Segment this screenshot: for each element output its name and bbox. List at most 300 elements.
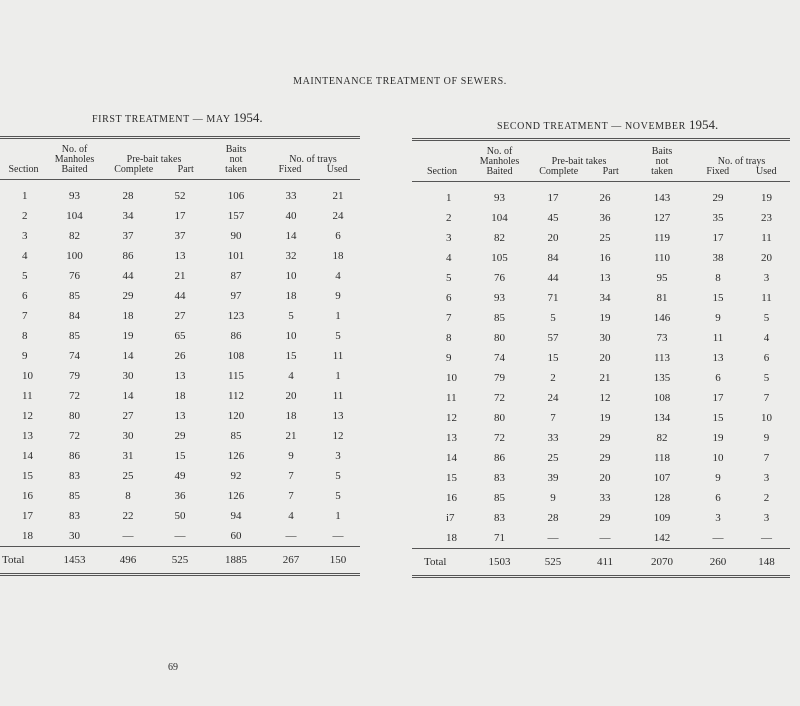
table-cell: 4 [335,270,341,282]
table-cell: 135 [653,372,671,384]
table-cell: 18 [22,530,33,542]
table-cell: 21 [285,430,297,442]
table-cell: 21 [599,372,611,384]
col-part: Part [602,166,619,177]
table-cell: 4 [288,370,294,382]
table-cell: 5 [763,372,770,384]
table-cell: 71 [547,292,559,304]
table-cell: 13 [174,250,186,262]
table-cell: 107 [653,472,671,484]
table-cell: 30 [122,370,134,382]
table-cell: 82 [656,432,668,444]
table-cell: 45 [547,212,559,224]
table-cell: 5 [22,270,28,282]
table-cell: 104 [491,212,508,224]
table-cell: 86 [230,330,242,342]
table-cell: 33 [547,432,559,444]
table-cell: 85 [69,290,80,302]
table-cell: 30 [599,332,611,344]
table-cell: 3 [763,272,770,284]
table-cell: 93 [494,192,505,204]
table-cell: 13 [174,410,186,422]
second-total-row: Total 1503 525 411 2070 260 148 [412,549,790,577]
col-fixed: Fixed [706,166,730,177]
table-row [0,246,360,266]
table-cell: 7 [446,312,452,324]
table-cell: 16 [599,252,611,264]
table-cell: 1 [446,192,452,204]
table-cell: 13 [22,430,33,442]
table-cell: 60 [230,530,242,542]
table-cell: 82 [494,232,505,244]
first-treatment-heading [92,110,263,126]
table-cell: 29 [599,452,611,464]
second-treatment-label: SECOND TREATMENT — NOVEMBER [497,121,686,132]
table-row [0,366,360,386]
table-cell: 104 [66,210,83,222]
table-cell: 86 [69,450,80,462]
table-cell: 4 [763,332,770,344]
table-row [412,288,790,308]
table-cell: 12 [332,430,344,442]
col-section: Section [0,145,47,180]
table-cell: 95 [656,272,668,284]
table-cell: 18 [122,310,134,322]
table-cell: — [761,532,772,544]
table-cell: 109 [653,512,671,524]
table-cell: 44 [547,272,559,284]
table-cell: 37 [122,230,134,242]
table-cell: 74 [69,350,80,362]
table-cell: 15 [446,472,457,484]
table-cell: 4 [288,510,294,522]
table-row [412,468,790,488]
table-cell: 85 [494,312,505,324]
table-cell: i7 [446,512,455,524]
table-cell: 29 [599,512,611,524]
table-row [412,508,790,528]
table-cell: 17 [547,192,559,204]
table-row [0,426,360,446]
table-cell: 24 [547,392,559,404]
table-cell: 40 [285,210,297,222]
table-cell: 8 [22,330,28,342]
table-cell: 2 [446,212,452,224]
col-section: Section [412,147,472,182]
table-cell: 74 [494,352,505,364]
table-cell: 9 [288,450,294,462]
table-cell: 100 [66,250,83,262]
table-row [0,346,360,366]
table-cell: 84 [547,252,559,264]
table-cell: 13 [712,352,724,364]
table-cell: 6 [715,372,721,384]
table-cell: 19 [712,432,724,444]
table-cell: 39 [547,472,559,484]
table-cell: 7 [288,470,294,482]
table-cell: 128 [653,492,671,504]
table-cell: 10 [285,330,297,342]
table-cell: 11 [332,390,344,402]
table-cell: 5 [335,330,341,342]
second-treatment-heading [497,117,718,133]
table-cell: 101 [227,250,245,262]
table-cell: 33 [285,190,297,202]
table-cell: 13 [599,272,611,284]
table-cell: 119 [653,232,671,244]
table-cell: 7 [763,392,770,404]
table-cell: 5 [550,312,556,324]
table-cell: 16 [22,490,33,502]
table-cell: 38 [712,252,724,264]
table-cell: 3 [715,512,721,524]
table-cell: 15 [22,470,33,482]
table-row [412,408,790,428]
table-cell: 94 [230,510,242,522]
first-treatment-table [0,136,360,576]
table-cell: 25 [547,452,559,464]
table-cell: 30 [122,430,134,442]
table-cell: 10 [285,270,297,282]
table-cell: 19 [599,412,611,424]
table-cell: 8 [715,272,721,284]
table-row [0,306,360,326]
table-cell: 83 [494,472,505,484]
table-row [0,326,360,346]
table-cell: 80 [494,332,505,344]
table-row [0,286,360,306]
col-used: Used [756,166,777,177]
col-prebait: Pre-bait takes Complete Part [527,147,631,182]
table-cell: 65 [174,330,186,342]
table-cell: 126 [227,490,245,502]
table-row [412,388,790,408]
table-cell: 11 [712,332,724,344]
table-cell: 123 [227,310,245,322]
table-cell: 11 [22,390,33,402]
table-cell: 86 [122,250,134,262]
table-cell: 76 [69,270,80,282]
table-cell: 3 [446,232,452,244]
table-cell: 11 [446,392,457,404]
table-cell: 71 [494,532,505,544]
table-cell: 2 [22,210,28,222]
table-row [0,226,360,246]
table-cell: 5 [446,272,452,284]
table-cell: 11 [332,350,344,362]
table-cell: 33 [599,492,611,504]
table-cell: 7 [763,452,770,464]
table-cell: 34 [599,292,611,304]
table-cell: 18 [285,410,297,422]
table-cell: 19 [599,312,611,324]
table-row [0,406,360,426]
table-cell: 22 [122,510,134,522]
table-cell: 83 [69,510,80,522]
table-row [412,348,790,368]
col-baits: Baits not taken [206,145,266,180]
table-cell: 8 [125,490,131,502]
table-cell: 126 [227,450,245,462]
table-row [412,248,790,268]
col-part: Part [177,164,194,175]
table-row [0,526,360,547]
table-cell: 157 [227,210,245,222]
table-cell: 115 [227,370,245,382]
table-cell: 83 [494,512,505,524]
second-treatment-table [412,138,790,578]
table-cell: 11 [761,232,772,244]
col-prebait: Pre-bait takes Complete Part [102,145,206,180]
table-cell: 20 [547,232,559,244]
table-row [0,486,360,506]
table-cell: 9 [763,432,770,444]
col-baits: Baits not taken [631,147,693,182]
table-row [0,446,360,466]
table-cell: 1 [22,190,28,202]
table-cell: 112 [227,390,245,402]
table-cell: 146 [653,312,671,324]
table-cell: 72 [69,430,80,442]
table-cell: 108 [227,350,245,362]
table-row [0,386,360,406]
table-cell: 12 [22,410,33,422]
table-cell: 14 [285,230,297,242]
table-row [412,268,790,288]
table-top-rule [412,138,790,141]
table-row [412,528,790,549]
table-cell: 4 [446,252,452,264]
col-complete: Complete [114,164,154,175]
table-cell: 3 [763,472,770,484]
table-cell: — [599,532,611,544]
table-cell: 79 [494,372,505,384]
table-cell: 11 [761,292,772,304]
table-cell: 27 [174,310,186,322]
table-cell: 73 [656,332,668,344]
table-cell: 106 [227,190,245,202]
table-cell: 14 [122,390,134,402]
table-cell: 127 [653,212,671,224]
table-cell: — [547,532,559,544]
table-cell: 25 [599,232,611,244]
table-cell: 72 [494,432,505,444]
col-trays: No. of trays Fixed Used [693,147,790,182]
table-cell: 20 [761,252,772,264]
table-cell: 29 [174,430,186,442]
table-cell: 6 [763,352,770,364]
first-total-row: Total 1453 496 525 1885 267 150 [0,547,360,575]
table-cell: 10 [22,370,33,382]
col-fixed: Fixed [278,164,302,175]
table-cell: 9 [335,290,341,302]
table-cell: 31 [122,450,134,462]
table-cell: 12 [599,392,611,404]
table-cell: 20 [599,472,611,484]
table-row [412,328,790,348]
table-cell: 72 [494,392,505,404]
table-row [412,368,790,388]
table-cell: 21 [174,270,186,282]
table-cell: 3 [22,230,28,242]
table-cell: 13 [332,410,344,422]
table-row [412,228,790,248]
table-cell: 2 [763,492,770,504]
table-cell: 26 [599,192,611,204]
second-table-body [412,188,790,549]
table-row [0,466,360,486]
table-cell: 50 [174,510,186,522]
table-cell: 8 [446,332,452,344]
table-cell: 52 [174,190,186,202]
table-cell: 6 [335,230,341,242]
table-cell: 17 [22,510,33,522]
table-cell: 83 [69,470,80,482]
table-cell: 92 [230,470,242,482]
table-cell: 105 [491,252,508,264]
table-cell: 49 [174,470,186,482]
table-cell: 37 [174,230,186,242]
table-cell: 110 [653,252,671,264]
table-cell: 5 [763,312,770,324]
col-complete: Complete [539,166,579,177]
table-cell: 6 [715,492,721,504]
table-cell: 29 [712,192,724,204]
table-row [412,208,790,228]
table-cell: 82 [69,230,80,242]
table-cell: 32 [285,250,297,262]
table-cell: 93 [494,292,505,304]
table-cell: 12 [446,412,457,424]
table-cell: 4 [22,250,28,262]
table-cell: 9 [715,312,721,324]
table-cell: 18 [332,250,344,262]
table-cell: 7 [550,412,556,424]
table-cell: 25 [122,470,134,482]
table-row [0,506,360,526]
table-cell: 1 [335,370,341,382]
table-cell: 113 [653,352,671,364]
page-title: MAINTENANCE TREATMENT OF SEWERS. [293,76,507,87]
table-row [412,308,790,328]
table-cell: 15 [174,450,186,462]
table-row [0,186,360,206]
table-cell: 44 [122,270,134,282]
table-cell: 30 [69,530,80,542]
table-cell: 5 [335,470,341,482]
table-cell: 10 [712,452,724,464]
table-cell: 85 [69,330,80,342]
table-cell: 7 [22,310,28,322]
table-cell: 143 [653,192,671,204]
table-cell: 85 [69,490,80,502]
table-cell: 17 [712,232,724,244]
table-cell: 9 [715,472,721,484]
table-cell: 1 [335,510,341,522]
table-cell: 15 [712,292,724,304]
table-cell: 35 [712,212,724,224]
table-cell: 21 [332,190,344,202]
table-cell: 24 [332,210,344,222]
table-cell: 10 [446,372,457,384]
table-cell: 134 [653,412,671,424]
table-cell: 85 [230,430,242,442]
table-cell: 14 [122,350,134,362]
col-used: Used [326,164,348,175]
table-cell: 28 [547,512,559,524]
table-cell: 27 [122,410,134,422]
table-cell: 13 [446,432,457,444]
table-cell: 57 [547,332,559,344]
table-cell: 15 [285,350,297,362]
table-cell: 16 [446,492,457,504]
table-cell: 87 [230,270,242,282]
table-cell: 20 [599,352,611,364]
table-cell: 97 [230,290,242,302]
table-cell: 142 [653,532,671,544]
table-cell: 34 [122,210,134,222]
table-cell: — [332,530,344,542]
table-cell: 19 [761,192,772,204]
first-treatment-label: FIRST TREATMENT — MAY [92,114,231,125]
table-cell: — [174,530,186,542]
table-row [412,188,790,208]
table-cell: 72 [69,390,80,402]
table-cell: 9 [550,492,556,504]
table-cell: 118 [653,452,671,464]
col-manholes: No. of Manholes Baited [47,145,102,180]
table-cell: 18 [446,532,457,544]
table-cell: 108 [653,392,671,404]
table-cell: 36 [174,490,186,502]
table-cell: 14 [22,450,33,462]
table-cell: 7 [288,490,294,502]
table-cell: 5 [288,310,294,322]
table-cell: 36 [599,212,611,224]
second-treatment-year: 1954. [689,117,719,132]
page-number: 69 [168,662,178,673]
table-cell: — [122,530,134,542]
table-cell: 86 [494,452,505,464]
table-cell: 14 [446,452,457,464]
table-cell: 2 [550,372,556,384]
table-cell: — [285,530,297,542]
first-treatment-year: 1954. [233,110,263,125]
table-cell: 29 [122,290,134,302]
table-cell: 93 [69,190,80,202]
table-cell: 1 [335,310,341,322]
table-top-rule [0,136,360,139]
table-cell: 80 [69,410,80,422]
table-cell: 6 [22,290,28,302]
table-cell: 5 [335,490,341,502]
table-cell: 18 [174,390,186,402]
table-row [0,266,360,286]
table-cell: 84 [69,310,80,322]
table-cell: 18 [285,290,297,302]
table-row [412,488,790,508]
table-cell: 81 [656,292,668,304]
table-cell: 15 [547,352,559,364]
table-cell: 19 [122,330,134,342]
table-cell: 76 [494,272,505,284]
table-cell: 28 [122,190,134,202]
table-cell: 3 [335,450,341,462]
col-trays: No. of trays Fixed Used [266,145,360,180]
table-cell: 20 [285,390,297,402]
table-cell: 3 [763,512,770,524]
table-cell: 17 [712,392,724,404]
